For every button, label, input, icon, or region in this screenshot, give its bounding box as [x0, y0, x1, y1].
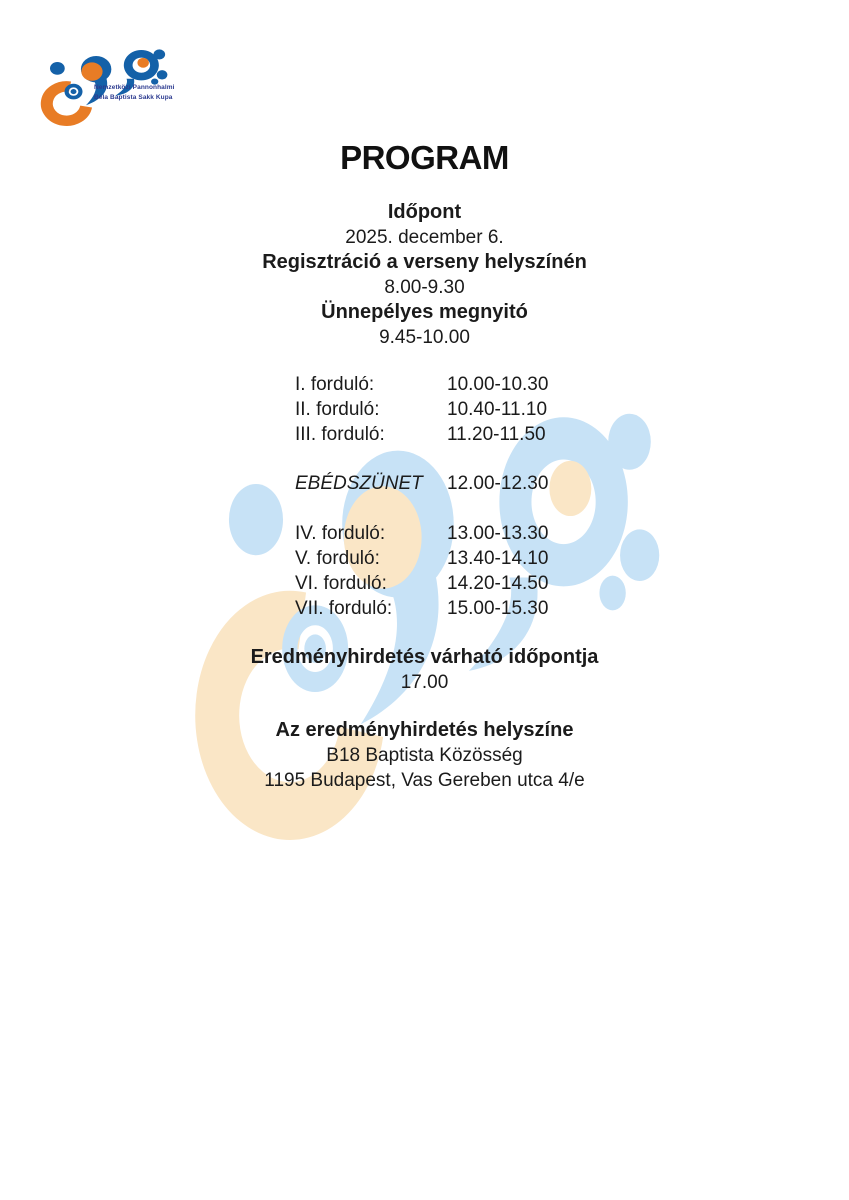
intro-heading-opening: Ünnepélyes megnyitó [321, 301, 528, 323]
venue-name: B18 Baptista Közösség [326, 745, 523, 766]
table-row [295, 546, 548, 571]
intro-date: 2025. december 6. [345, 227, 504, 248]
round-time: 10.40-11.10 [447, 399, 548, 420]
table-row [295, 471, 548, 496]
intro-opening-time: 9.45-10.00 [379, 327, 470, 348]
morning-rounds-table [295, 372, 548, 447]
table-row [295, 521, 548, 546]
intro-heading-idopont: Időpont [387, 201, 462, 223]
table-row [295, 422, 548, 447]
round-time: 13.00-13.30 [447, 523, 549, 544]
round-label: IV. forduló: [295, 523, 386, 544]
round-label: VII. forduló: [295, 598, 393, 619]
results-heading: Eredményhirdetés várható időpontja [250, 646, 599, 668]
afternoon-rounds-table [295, 521, 548, 621]
round-label: V. forduló: [295, 548, 380, 569]
round-time: 14.20-14.50 [447, 573, 549, 594]
lunch-break-row [295, 471, 548, 496]
round-time: 11.20-11.50 [447, 424, 546, 445]
venue-block [0, 718, 849, 793]
results-time: 17.00 [400, 672, 449, 693]
lunch-break-label: EBÉDSZÜNET [295, 473, 423, 494]
table-row [295, 372, 548, 397]
page-title: PROGRAM [340, 139, 509, 176]
club-logo-text [94, 83, 176, 103]
lunch-break-time: 12.00-12.30 [447, 473, 549, 494]
table-row [295, 596, 548, 621]
intro-heading-registration: Regisztráció a verseny helyszínén [262, 251, 587, 273]
round-time: 10.00-10.30 [447, 374, 549, 395]
table-row [295, 571, 548, 596]
venue-address: 1195 Budapest, Vas Gereben utca 4/e [264, 770, 585, 791]
club-logo [38, 46, 175, 126]
round-label: I. forduló: [295, 374, 375, 395]
round-label: II. forduló: [295, 399, 380, 420]
club-logo-text-line2: Béla Baptista Sakk Kupa [94, 93, 173, 101]
club-logo-text-line1: Nemzetközi Pannonhalmi [94, 84, 175, 91]
round-time: 13.40-14.10 [447, 548, 549, 569]
round-time: 15.00-15.30 [447, 598, 549, 619]
table-row [295, 397, 548, 422]
results-block [0, 645, 849, 695]
intro-block [0, 200, 849, 350]
round-label: VI. forduló: [295, 573, 387, 594]
round-label: III. forduló: [295, 424, 385, 445]
intro-registration-time: 8.00-9.30 [384, 277, 465, 298]
venue-heading: Az eredményhirdetés helyszíne [275, 719, 574, 741]
